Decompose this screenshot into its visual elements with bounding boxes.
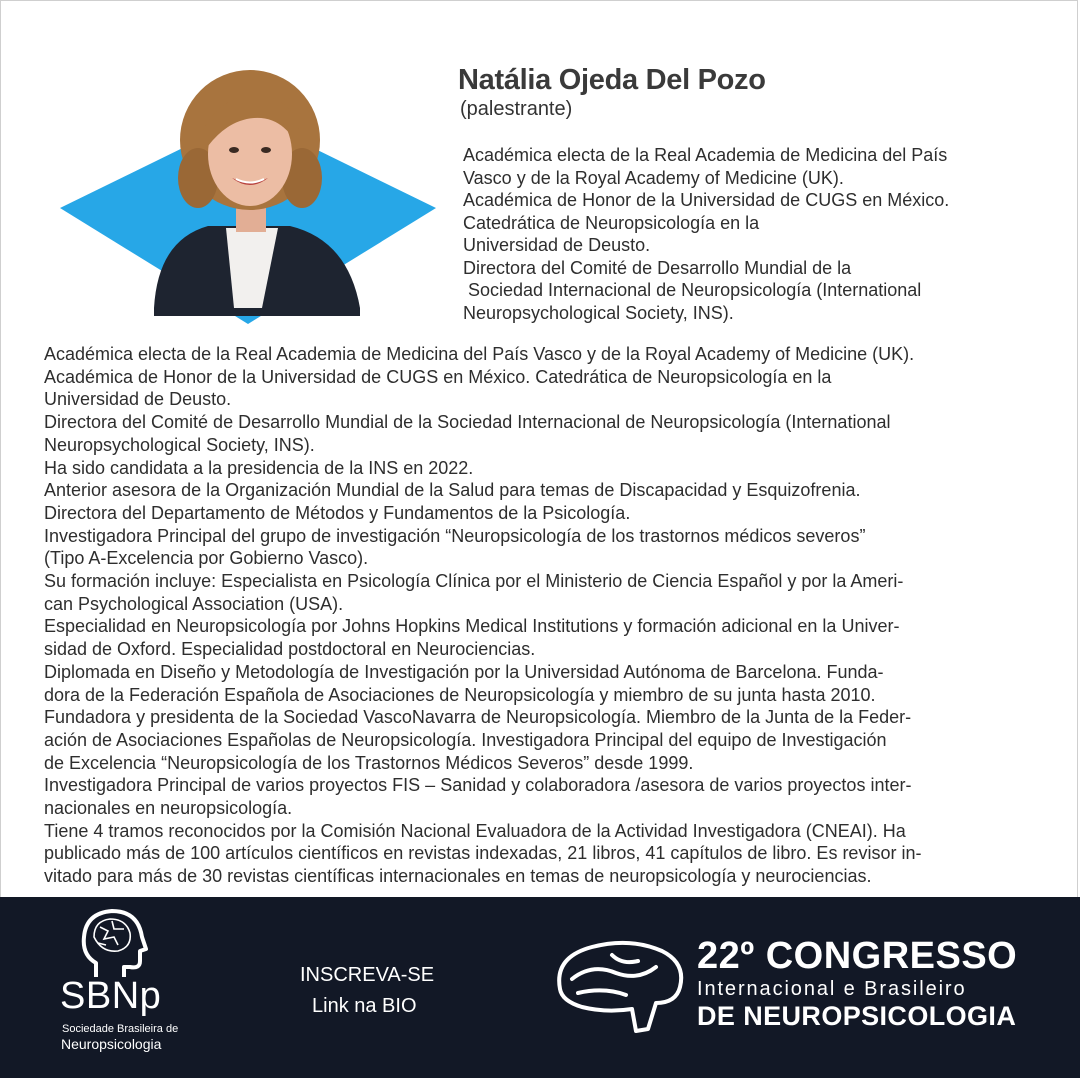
cta-register: INSCREVA-SE <box>300 964 435 986</box>
short-bio-line: Vasco y de la Royal Academy of Medicine (UK). <box>463 167 844 188</box>
footer-banner <box>0 897 1080 1078</box>
congress-subtitle: Internacional e Brasileiro <box>697 978 967 1000</box>
sbnp-subtitle-line2: Neuropsicologia <box>61 1036 162 1052</box>
short-bio-line: Universidad de Deusto. <box>463 235 651 255</box>
long-bio-line: Tiene 4 tramos reconocidos por la Comisión Nacional Evaluadora de la Actividad Investigadora (CNEAI). Ha <box>44 820 906 841</box>
long-bio-line: Neuropsychological Society, INS). <box>44 434 315 455</box>
long-bio <box>44 343 1056 888</box>
cta-link-bio: Link na BIO <box>312 995 417 1017</box>
long-bio-line: nacionales en neuropsicología. <box>44 798 293 819</box>
speaker-portrait <box>58 58 438 328</box>
short-bio-line: Académica de Honor de la Universidad de CUGS en México. <box>463 190 950 210</box>
speaker-role: (palestrante) <box>460 98 573 120</box>
congress-title: 22º CONGRESSO <box>697 935 1018 977</box>
long-bio-line: Académica electa de la Real Academia de Medicina del País Vasco y de la Royal Academy of Medicine (UK). <box>44 344 915 364</box>
long-bio-line: Directora del Departamento de Métodos y Fundamentos de la Psicología. <box>44 502 631 523</box>
short-bio <box>463 144 1053 324</box>
long-bio-line: de Excelencia “Neuropsicología de los Trastornos Médicos Severos” desde 1999. <box>44 752 694 773</box>
short-bio-line: Neuropsychological Society, INS). <box>463 302 734 323</box>
long-bio-line: Fundadora y presidenta de la Sociedad VascoNavarra de Neuropsicología. Miembro de la Junta de la Feder- <box>44 707 912 728</box>
long-bio-line: (Tipo A-Excelencia por Gobierno Vasco). <box>44 548 369 569</box>
long-bio-line: vitado para más de 30 revistas científicas internacionales en temas de neuropsicología y neurociencias. <box>44 866 872 887</box>
long-bio-line: Investigadora Principal de varios proyectos FIS – Sanidad y colaboradora /asesora de varios proyectos inter- <box>44 775 912 796</box>
long-bio-line: sidad de Oxford. Especialidad postdoctoral en Neurociencias. <box>44 639 536 660</box>
long-bio-line: Anterior asesora de la Organización Mundial de la Salud para temas de Discapacidad y Esquizofrenia. <box>44 480 861 501</box>
long-bio-line: Diplomada en Diseño y Metodología de Investigación por la Universidad Autónoma de Barcelona. Funda- <box>44 661 884 682</box>
short-bio-line: Sociedad Internacional de Neuropsicología (International <box>463 280 922 300</box>
sbnp-acronym: SBNp <box>60 975 162 1017</box>
speaker-name: Natália Ojeda Del Pozo <box>458 64 766 96</box>
long-bio-line: Especialidad en Neuropsicología por Johns Hopkins Medical Institutions y formación adicional en la Univer- <box>44 616 900 637</box>
sbnp-subtitle-line1: Sociedade Brasileira de <box>62 1023 179 1035</box>
long-bio-line: Universidad de Deusto. <box>44 389 232 410</box>
head-brain-icon <box>78 907 148 979</box>
short-bio-line: Directora del Comité de Desarrollo Mundial de la <box>463 257 852 278</box>
short-bio-line: Académica electa de la Real Academia de Medicina del País <box>463 145 948 165</box>
long-bio-line: dora de la Federación Española de Asociaciones de Neuropsicología y miembro de su junta hasta 2010. <box>44 684 876 705</box>
long-bio-line: ación de Asociaciones Españolas de Neuropsicología. Investigadora Principal del equipo de Investigación <box>44 729 887 750</box>
long-bio-line: Académica de Honor de la Universidad de CUGS en México. Catedrática de Neuropsicología en la <box>44 366 832 387</box>
long-bio-line: Investigadora Principal del grupo de investigación “Neuropsicología de los trastornos médicos severos” <box>44 525 866 546</box>
short-bio-line: Catedrática de Neuropsicología en la <box>463 212 760 233</box>
congress-field: DE NEUROPSICOLOGIA <box>697 1001 1017 1031</box>
brain-outline-icon <box>552 937 692 1037</box>
long-bio-line: Ha sido candidata a la presidencia de la INS en 2022. <box>44 457 474 478</box>
long-bio-line: Directora del Comité de Desarrollo Mundial de la Sociedad Internacional de Neuropsicología (International <box>44 412 891 433</box>
long-bio-line: Su formación incluye: Especialista en Psicología Clínica por el Ministerio de Ciencia Español y por la Ameri- <box>44 571 904 592</box>
long-bio-line: publicado más de 100 artículos científicos en revistas indexadas, 21 libros, 41 capítulos de libro. Es revisor in- <box>44 843 922 864</box>
long-bio-line: can Psychological Association (USA). <box>44 593 344 614</box>
